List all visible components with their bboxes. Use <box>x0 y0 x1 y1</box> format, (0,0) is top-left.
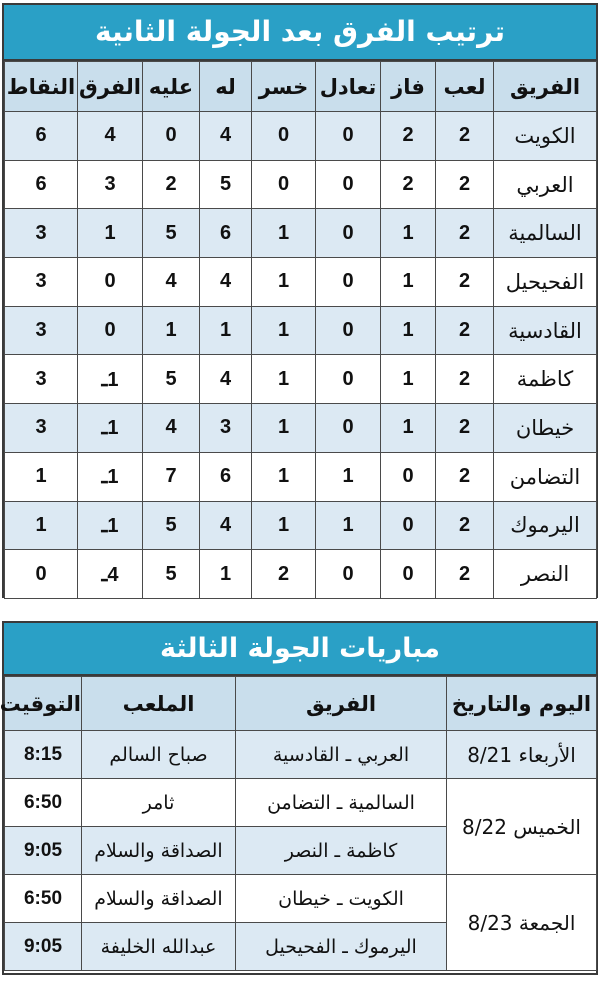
fixture-teams: العربي ـ القادسية <box>236 731 447 779</box>
goal-diff-cell: 0 <box>78 258 143 307</box>
drawn-cell: 0 <box>316 404 381 453</box>
standings-row <box>5 501 597 550</box>
goal-diff-cell: 0 <box>78 306 143 355</box>
fixture-row <box>5 875 597 923</box>
fixture-teams: الكويت ـ خيطان <box>236 875 447 923</box>
standings-row <box>5 452 597 501</box>
goals-against-cell: 5 <box>143 355 200 404</box>
standings-row <box>5 306 597 355</box>
goals-for-cell: 6 <box>200 209 252 258</box>
goals-against-cell: 4 <box>143 404 200 453</box>
standings-panel <box>2 3 598 598</box>
played-cell: 2 <box>436 404 494 453</box>
team-cell: الفحيحيل <box>494 258 597 307</box>
header-team: الفريق <box>494 62 597 112</box>
fixture-day-date: الخميس 8/22 <box>447 779 597 875</box>
goal-diff-cell: 1ـ <box>78 355 143 404</box>
goal-diff-cell: 4 <box>78 112 143 161</box>
team-cell: خيطان <box>494 404 597 453</box>
team-cell: كاظمة <box>494 355 597 404</box>
played-cell: 2 <box>436 550 494 599</box>
fixture-day-date: الأربعاء 8/21 <box>447 731 597 779</box>
fixtures-header-row <box>5 677 597 731</box>
goal-diff-cell: 3 <box>78 160 143 209</box>
standings-row <box>5 209 597 258</box>
points-cell: 6 <box>5 160 78 209</box>
fixture-time: 6:50 <box>5 875 82 923</box>
header-day-date: اليوم والتاريخ <box>447 677 597 731</box>
fixture-teams: كاظمة ـ النصر <box>236 827 447 875</box>
header-teams: الفريق <box>236 677 447 731</box>
won-cell: 1 <box>381 258 436 307</box>
fixture-stadium: عبدالله الخليفة <box>82 923 236 971</box>
header-lost: خسر <box>252 62 316 112</box>
fixture-stadium: ثامر <box>82 779 236 827</box>
standings-title: ترتيب الفرق بعد الجولة الثانية <box>4 5 596 61</box>
played-cell: 2 <box>436 306 494 355</box>
points-cell: 3 <box>5 404 78 453</box>
goals-against-cell: 0 <box>143 112 200 161</box>
won-cell: 1 <box>381 306 436 355</box>
drawn-cell: 0 <box>316 209 381 258</box>
header-won: فاز <box>381 62 436 112</box>
lost-cell: 1 <box>252 258 316 307</box>
standings-row <box>5 112 597 161</box>
team-cell: النصر <box>494 550 597 599</box>
drawn-cell: 1 <box>316 452 381 501</box>
fixture-time: 9:05 <box>5 923 82 971</box>
goals-against-cell: 5 <box>143 209 200 258</box>
won-cell: 0 <box>381 550 436 599</box>
goal-diff-cell: 1ـ <box>78 501 143 550</box>
lost-cell: 1 <box>252 404 316 453</box>
played-cell: 2 <box>436 160 494 209</box>
header-diff: الفرق <box>78 62 143 112</box>
standings-row <box>5 550 597 599</box>
won-cell: 1 <box>381 355 436 404</box>
points-cell: 6 <box>5 112 78 161</box>
won-cell: 2 <box>381 160 436 209</box>
lost-cell: 0 <box>252 112 316 161</box>
goals-for-cell: 4 <box>200 355 252 404</box>
goals-for-cell: 6 <box>200 452 252 501</box>
fixture-teams: اليرموك ـ الفحيحيل <box>236 923 447 971</box>
played-cell: 2 <box>436 112 494 161</box>
won-cell: 1 <box>381 404 436 453</box>
played-cell: 2 <box>436 209 494 258</box>
lost-cell: 1 <box>252 355 316 404</box>
fixture-time: 6:50 <box>5 779 82 827</box>
header-played: لعب <box>436 62 494 112</box>
fixture-stadium: الصداقة والسلام <box>82 875 236 923</box>
team-cell: العربي <box>494 160 597 209</box>
goals-against-cell: 1 <box>143 306 200 355</box>
goal-diff-cell: 4ـ <box>78 550 143 599</box>
won-cell: 0 <box>381 501 436 550</box>
drawn-cell: 0 <box>316 550 381 599</box>
header-time: التوقيت <box>5 677 82 731</box>
fixtures-title: مباريات الجولة الثالثة <box>4 623 596 676</box>
lost-cell: 1 <box>252 501 316 550</box>
points-cell: 3 <box>5 355 78 404</box>
goals-against-cell: 2 <box>143 160 200 209</box>
fixture-stadium: صباح السالم <box>82 731 236 779</box>
points-cell: 1 <box>5 452 78 501</box>
goals-for-cell: 4 <box>200 501 252 550</box>
drawn-cell: 0 <box>316 112 381 161</box>
lost-cell: 1 <box>252 452 316 501</box>
goals-for-cell: 1 <box>200 306 252 355</box>
won-cell: 2 <box>381 112 436 161</box>
fixtures-panel <box>2 621 598 975</box>
standings-row <box>5 160 597 209</box>
goal-diff-cell: 1ـ <box>78 452 143 501</box>
drawn-cell: 0 <box>316 306 381 355</box>
goals-against-cell: 7 <box>143 452 200 501</box>
goals-for-cell: 5 <box>200 160 252 209</box>
goals-against-cell: 5 <box>143 550 200 599</box>
goal-diff-cell: 1 <box>78 209 143 258</box>
goals-against-cell: 5 <box>143 501 200 550</box>
standings-row <box>5 258 597 307</box>
team-cell: اليرموك <box>494 501 597 550</box>
header-drawn: تعادل <box>316 62 381 112</box>
fixture-row <box>5 731 597 779</box>
fixture-time: 8:15 <box>5 731 82 779</box>
team-cell: الكويت <box>494 112 597 161</box>
fixtures-table <box>0 676 597 971</box>
drawn-cell: 0 <box>316 258 381 307</box>
drawn-cell: 1 <box>316 501 381 550</box>
lost-cell: 0 <box>252 160 316 209</box>
header-stadium: الملعب <box>82 677 236 731</box>
fixture-day-date: الجمعة 8/23 <box>447 875 597 971</box>
standings-header-row <box>5 62 597 112</box>
header-points: النقاط <box>5 62 78 112</box>
fixture-stadium: الصداقة والسلام <box>82 827 236 875</box>
goals-for-cell: 4 <box>200 258 252 307</box>
standings-row <box>5 355 597 404</box>
goal-diff-cell: 1ـ <box>78 404 143 453</box>
goals-against-cell: 4 <box>143 258 200 307</box>
fixture-row <box>5 779 597 827</box>
team-cell: التضامن <box>494 452 597 501</box>
points-cell: 1 <box>5 501 78 550</box>
goals-for-cell: 1 <box>200 550 252 599</box>
team-cell: القادسية <box>494 306 597 355</box>
points-cell: 3 <box>5 306 78 355</box>
points-cell: 3 <box>5 258 78 307</box>
goals-for-cell: 3 <box>200 404 252 453</box>
lost-cell: 2 <box>252 550 316 599</box>
lost-cell: 1 <box>252 306 316 355</box>
played-cell: 2 <box>436 452 494 501</box>
played-cell: 2 <box>436 258 494 307</box>
lost-cell: 1 <box>252 209 316 258</box>
played-cell: 2 <box>436 355 494 404</box>
standings-row <box>5 404 597 453</box>
won-cell: 1 <box>381 209 436 258</box>
drawn-cell: 0 <box>316 355 381 404</box>
won-cell: 0 <box>381 452 436 501</box>
header-against: عليه <box>143 62 200 112</box>
points-cell: 3 <box>5 209 78 258</box>
points-cell: 0 <box>5 550 78 599</box>
fixture-teams: السالمية ـ التضامن <box>236 779 447 827</box>
standings-table <box>4 61 597 599</box>
goals-for-cell: 4 <box>200 112 252 161</box>
header-for: له <box>200 62 252 112</box>
fixture-time: 9:05 <box>5 827 82 875</box>
team-cell: السالمية <box>494 209 597 258</box>
played-cell: 2 <box>436 501 494 550</box>
drawn-cell: 0 <box>316 160 381 209</box>
